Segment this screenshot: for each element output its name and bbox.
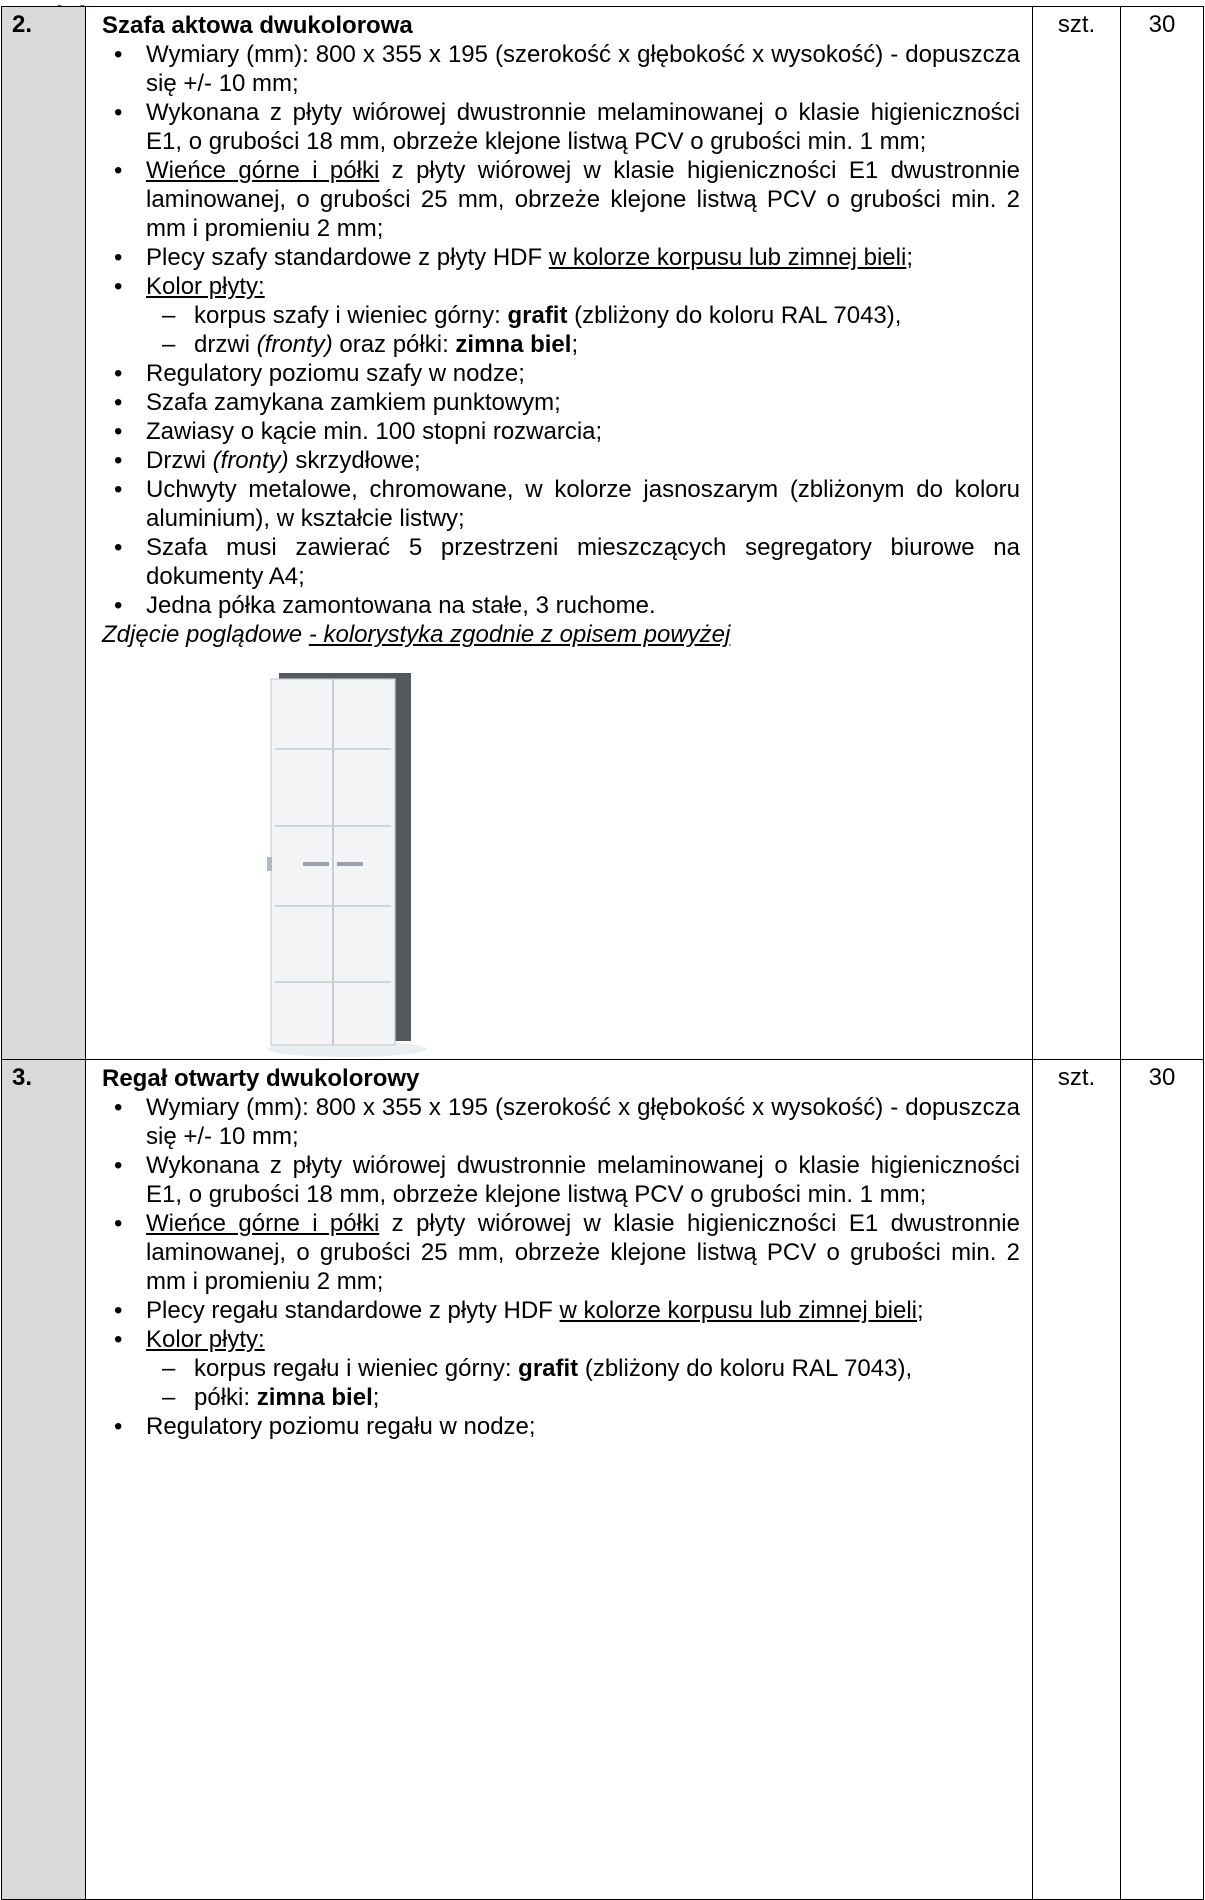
list-item: • Wykonana z płyty wiórowej dwustronnie melaminowanej o klasie higieniczności E1, o grubości 18 mm, obrzeże klejone listwą PCV o grubości min. 1 mm;: [102, 1151, 1020, 1209]
list-item: • Szafa musi zawierać 5 przestrzeni mieszczących segregatory biurowe na dokumenty A4;: [102, 533, 1020, 591]
list-item: • Wieńce górne i półki z płyty wiórowej w klasie higieniczności E1 dwustronnie laminowanej, o grubości 25 mm, obrzeże klejone listwą PCV o grubości min. 2 mm i promieniu 2 mm;: [102, 156, 1020, 243]
item-unit: szt.: [1033, 1060, 1121, 1900]
list-item: • Plecy szafy standardowe z płyty HDF w kolorze korpusu lub zimnej bieli;: [102, 243, 1020, 272]
item-quantity: 30: [1121, 1060, 1204, 1900]
list-item: • Kolor płyty: – korpus regału i wieniec górny: grafit (zbliżony do koloru RAL 7043), – półki: zimna biel;: [102, 1325, 1020, 1412]
item-number: 3.: [2, 1060, 86, 1900]
item-quantity: 30: [1121, 7, 1204, 1060]
item-title: Szafa aktowa dwukolorowa: [102, 12, 413, 39]
spec-list: [102, 1093, 1020, 1441]
specification-table: [1, 6, 1204, 1900]
cabinet-photo: [257, 669, 417, 1059]
list-item: • Jedna półka zamontowana na stałe, 3 ruchome.: [102, 591, 1020, 620]
item-title: Regał otwarty dwukolorowy: [102, 1065, 420, 1092]
photo-caption: Zdjęcie poglądowe - kolorystyka zgodnie z opisem powyżej: [102, 621, 731, 648]
list-item: • Regulatory poziomu szafy w nodze;: [102, 359, 1020, 388]
list-item: • Uchwyty metalowe, chromowane, w kolorze jasnoszarym (zbliżonym do koloru aluminium), w kształcie listwy;: [102, 475, 1020, 533]
list-item: • Kolor płyty: – korpus szafy i wieniec górny: grafit (zbliżony do koloru RAL 7043), – drzwi (fronty) oraz półki: zimna biel;: [102, 272, 1020, 359]
item-unit: szt.: [1033, 7, 1121, 1060]
list-item: • Wymiary (mm): 800 x 355 x 195 (szerokość x głębokość x wysokość) - dopuszcza się +/- 10 mm;: [102, 1093, 1020, 1151]
item-number: 2.: [2, 7, 86, 1060]
list-item: • Zawiasy o kącie min. 100 stopni rozwarcia;: [102, 417, 1020, 446]
color-sublist: [146, 301, 1020, 359]
table-row: [2, 7, 1204, 1060]
table-row: [2, 1060, 1204, 1900]
sublist-item: – drzwi (fronty) oraz półki: zimna biel;: [146, 330, 1020, 359]
list-item: • Wykonana z płyty wiórowej dwustronnie melaminowanej o klasie higieniczności E1, o grubości 18 mm, obrzeże klejone listwą PCV o grubości min. 1 mm;: [102, 98, 1020, 156]
list-item: • Regulatory poziomu regału w nodze;: [102, 1412, 1020, 1441]
list-item: • Wieńce górne i półki z płyty wiórowej w klasie higieniczności E1 dwustronnie laminowanej, o grubości 25 mm, obrzeże klejone listwą PCV o grubości min. 2 mm i promieniu 2 mm;: [102, 1209, 1020, 1296]
list-item: • Szafa zamykana zamkiem punktowym;: [102, 388, 1020, 417]
list-item: • Plecy regału standardowe z płyty HDF w kolorze korpusu lub zimnej bieli;: [102, 1296, 1020, 1325]
color-sublist: [146, 1354, 1020, 1412]
item-description: [86, 1060, 1033, 1900]
sublist-item: – półki: zimna biel;: [146, 1383, 1020, 1412]
spec-list: [102, 40, 1020, 620]
item-description: [86, 7, 1033, 1060]
list-item: • Drzwi (fronty) skrzydłowe;: [102, 446, 1020, 475]
sublist-item: – korpus regału i wieniec górny: grafit (zbliżony do koloru RAL 7043),: [146, 1354, 1020, 1383]
sublist-item: – korpus szafy i wieniec górny: grafit (zbliżony do koloru RAL 7043),: [146, 301, 1020, 330]
list-item: • Wymiary (mm): 800 x 355 x 195 (szerokość x głębokość x wysokość) - dopuszcza się +/- 10 mm;: [102, 40, 1020, 98]
